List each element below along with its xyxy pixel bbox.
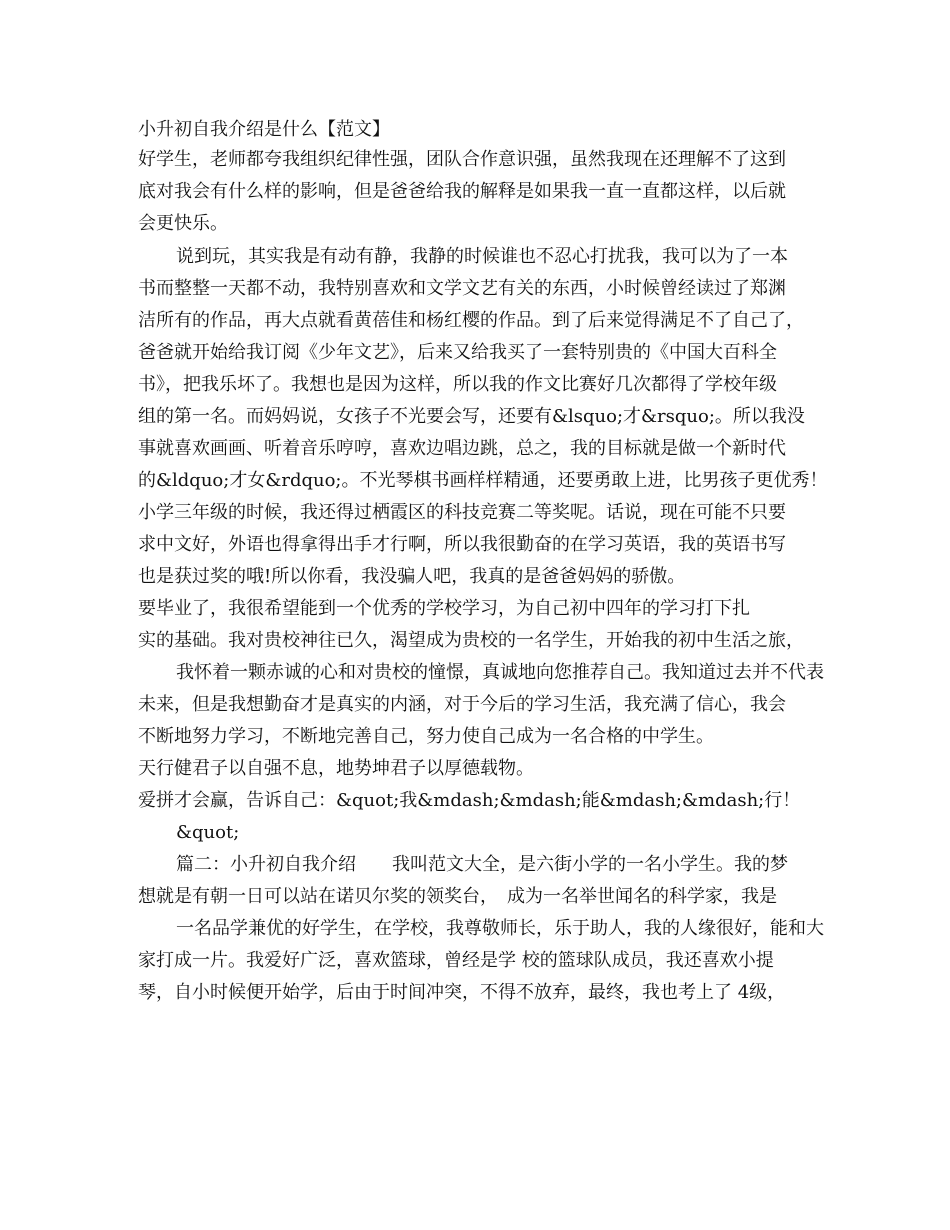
text-line: 的&ldquo;才女&rdquo;。不光琴棋书画样样精通，还要勇敢上进，比男孩子更优秀！ (138, 470, 828, 491)
text-line: 组的第一名。而妈妈说，女孩子不光要会写，还要有&lsquo;才&rsquo;。所以我没 (138, 406, 805, 427)
paragraph-start: 我怀着一颗赤诚的心和对贵校的憧憬，真诚地向您推荐自己。我知道过去并不代表 (176, 662, 824, 683)
text-line: 求中文好，外语也得拿得出手才行啊，所以我很勤奋的在学习英语，我的英语书写 (138, 534, 786, 555)
text-line: 未来，但是我想勤奋才是真实的内涵，对于今后的学习生活，我充满了信心，我会 (138, 694, 786, 715)
document-title: 小升初自我介绍是什么【范文】 (138, 119, 390, 140)
motto-line: &quot; (176, 822, 240, 843)
text-line: 洁所有的作品，再大点就看黄蓓佳和杨红樱的作品。到了后来觉得满足不了自己了， (138, 310, 804, 331)
text-line: 书而整整一天都不动，我特别喜欢和文学文艺有关的东西，小时候曾经读过了郑渊 (138, 278, 786, 299)
text-line: 爸爸就开始给我订阅《少年文艺》，后来又给我买了一套特别贵的《中国大百科全 (138, 342, 777, 363)
text-line: 实的基础。我对贵校神往已久，渴望成为贵校的一名学生，开始我的初中生活之旅， (138, 630, 804, 651)
text-line: 不断地努力学习，不断地完善自己，努力使自己成为一名合格的中学生。 (138, 726, 714, 747)
text-line: 底对我会有什么样的影响，但是爸爸给我的解释是如果我一直一直都这样，以后就 (138, 181, 786, 202)
text-line: 会更快乐。 (138, 213, 228, 234)
text-line: 也是获过奖的哦!所以你看，我没骗人吧，我真的是爸爸妈妈的骄傲。 (138, 566, 686, 587)
text-line: 爱拼才会赢，告诉自己：&quot;我&mdash;&mdash;能&mdash;&mdash;行！ (138, 790, 801, 811)
text-line: 书》，把我乐坏了。我想也是因为这样，所以我的作文比赛好几次都得了学校年级 (138, 374, 777, 395)
text-line: 家打成一片。我爱好广泛，喜欢篮球，曾经是学 校的篮球队成员，我还喜欢小提 (138, 950, 774, 971)
text-line: 天行健君子以自强不息，地势坤君子以厚德载物。 (138, 758, 534, 779)
slogan-line: 篇二：小升初自我介绍 我叫范文大全，是六街小学的一名小学生。我的梦 (176, 854, 788, 875)
text-line: 琴，自小时候便开始学，后由于时间冲突，不得不放弃，最终，我也考上了 4级， (138, 982, 786, 1003)
text-line: 事就喜欢画画、听着音乐哼哼，喜欢边唱边跳，总之，我的目标就是做一个新时代 (138, 438, 786, 459)
text-line: 要毕业了，我很希望能到一个优秀的学校学习，为自己初中四年的学习打下扎 (138, 598, 750, 619)
text-line: 想就是有朝一日可以站在诺贝尔奖的领奖台， 成为一名举世闻名的科学家，我是 (138, 886, 777, 907)
section-start: 一名品学兼优的好学生，在学校，我尊敬师长，乐于助人，我的人缘很好，能和大 (176, 918, 824, 939)
text-line: 小学三年级的时候，我还得过栖霞区的科技竞赛二等奖呢。话说，现在可能不只要 (138, 502, 786, 523)
paragraph-start: 说到玩，其实我是有动有静，我静的时候谁也不忍心打扰我，我可以为了一本 (176, 246, 788, 267)
text-line: 好学生，老师都夸我组织纪律性强，团队合作意识强，虽然我现在还理解不了这到 (138, 149, 786, 170)
